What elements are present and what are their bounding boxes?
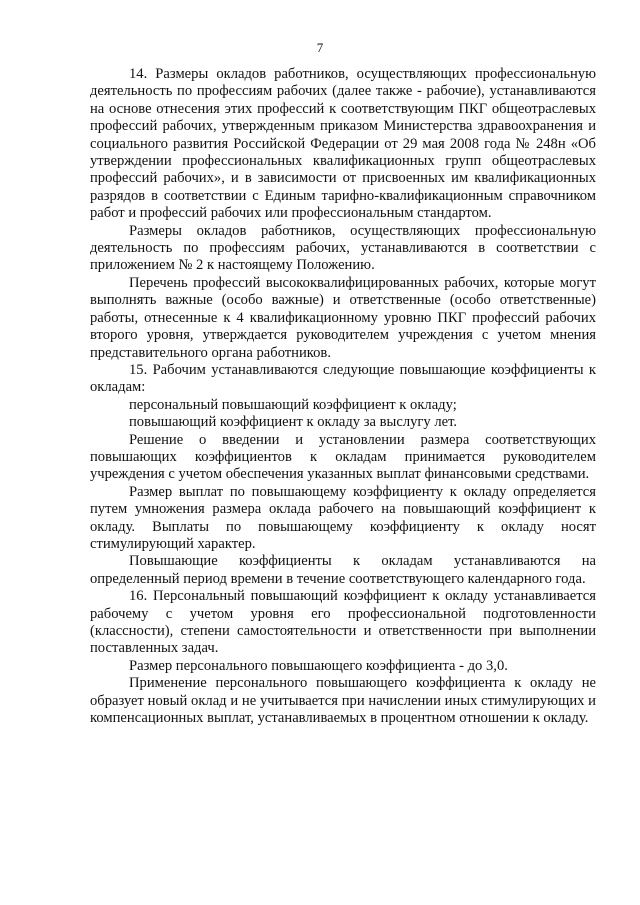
paragraph-period: Повышающие коэффициенты к окладам устанавливаются на определенный период времени в течение соответствующего календарного года.: [90, 553, 596, 587]
document-body: [90, 66, 596, 727]
paragraph-15: 15. Рабочим устанавливаются следующие повышающие коэффициенты к окладам:: [90, 361, 596, 396]
paragraph-professions-list: Перечень профессий высококвалифицированных рабочих, которые могут выполнять важные (особо важные) и ответственные (особо ответственные) работы, отнесенные к 4 квалификационному уровню ПКГ профессий рабочих второго уровня, утверждается руководителем учреждения с учетом мнения представительного органа работников.: [90, 274, 596, 361]
paragraph-salary-appendix: Размеры окладов работников, осуществляющих профессиональную деятельность по профессиям рабочих, устанавливаются в соответствии с приложением № 2 к настоящему Положению.: [90, 222, 596, 274]
page-number: 7: [316, 40, 324, 55]
list-item-personal-coefficient: персональный повышающий коэффициент к окладу;: [129, 396, 457, 413]
paragraph-14: 14. Размеры окладов работников, осуществляющих профессиональную деятельность по профессиям рабочих (далее также - рабочие), устанавливаются на основе отнесения этих профессий к соответствующим ПКГ общеотраслевых профессий рабочих, утвержденным приказом Министерства здравоохранения и социального развития Российской Федерации от 29 мая 2008 года № 248н «Об утверждении профессиональных квалификационных групп общеотраслевых профессий рабочих», и в зависимости от присвоенных им квалификационных разрядов в соответствии с Единым тарифно-квалификационным справочником работ и профессий рабочих или профессиональным стандартом.: [90, 66, 596, 222]
paragraph-max-coefficient: Размер персонального повышающего коэффициента - до 3,0.: [129, 657, 508, 674]
paragraph-payment-size: Размер выплат по повышающему коэффициенту к окладу определяется путем умножения размера оклада рабочего на повышающий коэффициент к окладу. Выплаты по повышающему коэффициенту к окладу носят стимулирующий характер.: [90, 483, 596, 552]
paragraph-decision: Решение о введении и установлении размера соответствующих повышающих коэффициентов к окладам принимается руководителем учреждения с учетом обеспечения указанных выплат финансовыми средствами.: [90, 431, 596, 483]
paragraph-application: Применение персонального повышающего коэффициента к окладу не образует новый оклад и не учитывается при начислении иных стимулирующих и компенсационных выплат, устанавливаемых в процентном отношении к окладу.: [90, 675, 596, 727]
paragraph-16: 16. Персональный повышающий коэффициент к окладу устанавливается рабочему с учетом уровня его профессиональной подготовленности (классности), степени самостоятельности и ответственности при выполнении поставленных задач.: [90, 588, 596, 657]
list-item-seniority-coefficient: повышающий коэффициент к окладу за выслугу лет.: [129, 414, 458, 431]
